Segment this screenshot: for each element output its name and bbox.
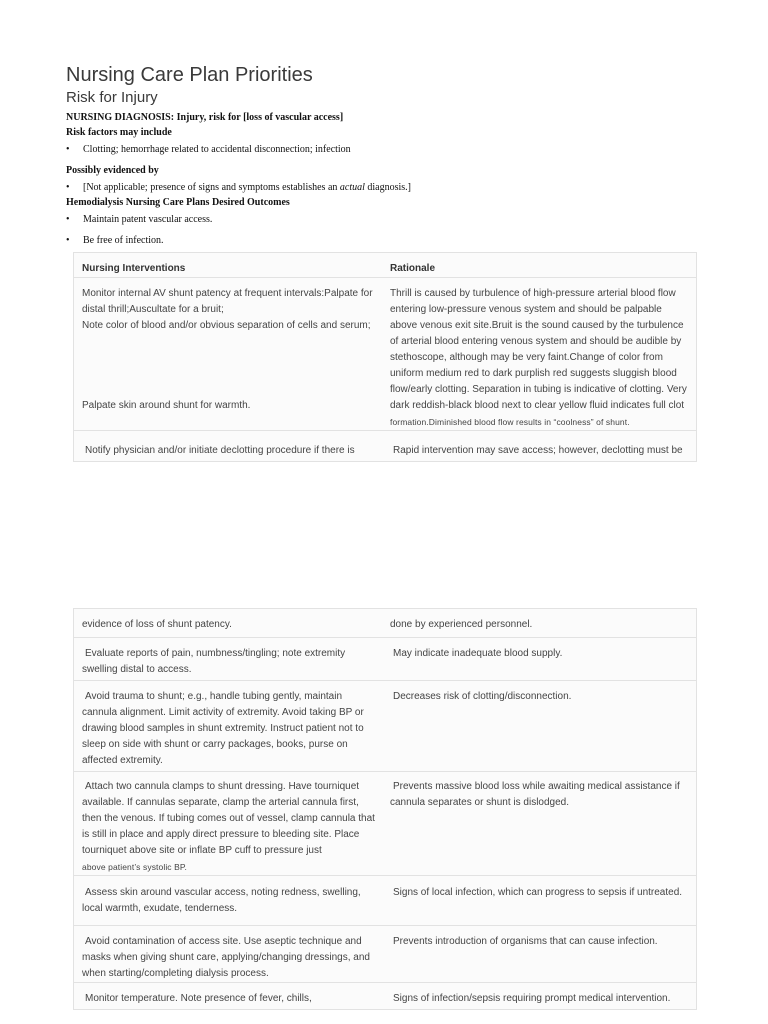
table-row [74, 926, 696, 983]
intervention-text: Palpate skin around shunt for warmth. [82, 400, 251, 411]
rationale-text: Signs of local infection, which can progress to sepsis if untreated. [393, 887, 683, 898]
rationale-text: May indicate inadequate blood supply. [393, 648, 563, 659]
rationale-cell: done by experienced personnel. [390, 619, 533, 630]
intervention-text: Note color of blood and/or obvious separation of cells and serum; [82, 320, 371, 331]
rationale-cell [380, 926, 696, 983]
list-item: • Maintain patent vascular access. [66, 212, 706, 227]
column-header-interventions: Nursing Interventions [74, 253, 380, 278]
rationale-text: Decreases risk of clotting/disconnection. [393, 691, 572, 702]
intervention-text: Monitor temperature. Note presence of fever, chills, [85, 993, 312, 1004]
evidence-text-post: diagnosis.] [364, 182, 411, 193]
intervention-cell [74, 681, 380, 772]
rationale-cell [380, 278, 696, 431]
rationale-text: formation.Diminished blood flow results in “coolness” of shunt. [390, 417, 630, 427]
rationale-cell [380, 983, 696, 1011]
intervention-text: Evaluate reports of pain, numbness/tingling; note extremity swelling distal to access. [82, 648, 346, 675]
list-item: • Clotting; hemorrhage related to accidental disconnection; infection [66, 142, 706, 157]
intervention-cell [74, 431, 380, 460]
list-item: • Be free of infection. [66, 233, 706, 248]
table-row [74, 638, 696, 681]
table-header-row [74, 253, 696, 278]
table-row [74, 609, 696, 638]
evidence-list [66, 180, 706, 195]
rationale-cell [380, 681, 696, 772]
care-plan-table-part-1 [73, 252, 697, 462]
page-subtitle: Risk for Injury [66, 89, 158, 106]
rationale-text: Prevents massive blood loss while awaiting medical assistance if cannula separates or shunt is dislodged. [390, 781, 680, 808]
intervention-cell [74, 772, 380, 876]
nursing-diagnosis-label: NURSING DIAGNOSIS: Injury, risk for [loss of vascular access] [66, 112, 344, 123]
diagnosis-section [66, 110, 706, 248]
rationale-cell [380, 638, 696, 681]
intervention-text: Notify physician and/or initiate declotting procedure if there is [85, 445, 355, 456]
intervention-text: above patient’s systolic BP. [82, 862, 188, 872]
table-row [74, 681, 696, 772]
column-header-rationale: Rationale [380, 253, 696, 278]
intervention-cell [74, 278, 380, 431]
rationale-text: Thrill is caused by turbulence of high-pressure arterial blood flow entering low-pressure venous system and should be palpable above venous exit site.Bruit is the sound caused by the turbulence of arterial blood entering venous system and should be audible by stethoscope, although may be very faint.Change of color from uniform medium red to dark purplish red suggests sluggish blood flow/early clotting. Separation in tubing is indicative of clotting. Very dark reddish-black blood next to clear yellow fluid indicates full clot [390, 288, 687, 411]
table-row [74, 431, 696, 460]
intervention-cell [74, 926, 380, 983]
table-row [74, 278, 696, 431]
intervention-text: Attach two cannula clamps to shunt dressing. Have tourniquet available. If cannulas separate, clamp the arterial cannula first, then the venous. If tubing comes out of vessel, clamp cannula that is still in place and apply direct pressure to bleeding site. Place tourniquet above site or inflate BP cuff to pressure just [82, 781, 375, 856]
evidence-text-pre: [Not applicable; presence of signs and symptoms establishes an [83, 182, 340, 193]
care-plan-table-part-2 [73, 608, 697, 1010]
desired-outcomes-heading: Hemodialysis Nursing Care Plans Desired Outcomes [66, 197, 290, 208]
rationale-text: Prevents introduction of organisms that can cause infection. [393, 936, 658, 947]
table-row [74, 876, 696, 926]
evidence-heading: Possibly evidenced by [66, 165, 159, 176]
risk-factors-heading: Risk factors may include [66, 127, 172, 138]
intervention-text: Assess skin around vascular access, noting redness, swelling, local warmth, exudate, tenderness. [82, 887, 361, 914]
rationale-cell [380, 772, 696, 876]
intervention-cell [74, 876, 380, 926]
page-title: Nursing Care Plan Priorities [66, 64, 313, 86]
rationale-text: Rapid intervention may save access; however, declotting must be [393, 445, 683, 456]
table-row [74, 772, 696, 876]
list-item [66, 180, 706, 195]
table-row [74, 983, 696, 1011]
intervention-text: Monitor internal AV shunt patency at frequent intervals:Palpate for distal thrill;Auscultate for a bruit; [82, 288, 373, 315]
rationale-text: Signs of infection/sepsis requiring prompt medical intervention. [393, 993, 671, 1004]
intervention-cell: evidence of loss of shunt patency. [82, 619, 232, 630]
rationale-cell [380, 431, 696, 460]
intervention-text: Avoid contamination of access site. Use aseptic technique and masks when giving shunt care, applying/changing dressings, and when starting/completing dialysis process. [82, 936, 370, 979]
risk-factors-list [66, 142, 706, 157]
rationale-cell [380, 876, 696, 926]
intervention-cell [74, 983, 380, 1011]
intervention-cell [74, 638, 380, 681]
evidence-text-italic: actual [339, 182, 365, 193]
intervention-text: Avoid trauma to shunt; e.g., handle tubing gently, maintain cannula alignment. Limit activity of extremity. Avoid taking BP or drawing blood samples in shunt extremity. Instruct patient not to sleep on side with shunt or carry packages, books, purse on affected extremity. [82, 691, 364, 766]
desired-outcomes-list [66, 212, 706, 248]
